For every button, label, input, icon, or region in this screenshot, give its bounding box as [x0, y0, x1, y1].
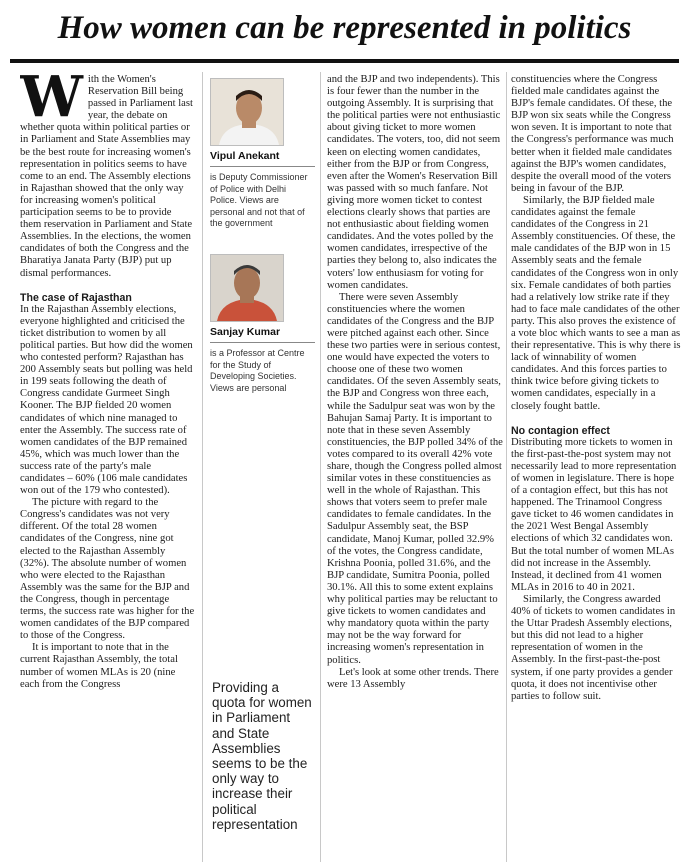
headline-rule: [10, 59, 679, 63]
author-bio: is Deputy Commissioner of Police with Delhi Police. Views are personal and not that of the government: [210, 172, 308, 229]
author-box-sanjay-kumar: [210, 254, 315, 394]
paragraph: In the Rajasthan Assembly elections, everyone highlighted and criticised the ticket distribution to women by all political parties. But how did the women who contested perform? Rajasthan has 200 Assembly seats but polling was held in 199 seats following the death of Congress candidate Gurmeet Singh Kooner. The BJP fielded 20 women candidates of which nine managed to enter the Assembly. The success rate of women candidates of the BJP remained 45%, which was much lower than the success rate of the party's male candidates – 60% (106 male candidates won out of the 179 who contested).: [20, 303, 193, 497]
paragraph: Let's look at some other trends. There were 13 Assembly: [327, 666, 499, 690]
headline: How women can be represented in politics: [57, 10, 632, 46]
article-column-4: [511, 74, 681, 862]
article-column-1: [20, 74, 195, 862]
author-name: Sanjay Kumar: [210, 326, 315, 343]
pull-quote: Providing a quota for women in Parliament and State Assemblies seems to be the only way to increase their political representation: [212, 680, 312, 832]
paragraph: There were seven Assembly constituencies where the women candidates of the Congress and the BJP were pitched against each other. Since these two parties were in serious contest, one would have expected the voters to choose one of these two women candidates. Of the seven Assembly seats, the BJP and Congress won three each, while the Sadulpur seat was won by the Bahujan Samaj Party. It is important to note that in these seven Assembly constituencies, the BJP polled 34% of the votes compared to its overall 42% vote share, though the Congress polled almost similar votes in these constituencies as well in the whole of Rajasthan. This shows that voters seem to prefer male candidates to female candidates. In the Sadulpur Assembly seat, the BSP candidate, Manoj Kumar, polled 32.9% of the votes, the Congress candidate, Krishna Poonia, polled 31.6%, and the BJP candidate, Sumitra Poonia, polled 30.1%. All this to some extent explains why political parties may be reluctant to give tickets to women candidates and why mandatory quota within the party may not be the way forward for increasing women's representation in politics.: [327, 291, 503, 666]
paragraph: and the BJP and two independents). This is four fewer than the number in the outgoing Assembly. It is surprising that the political parties were not enthusiastic about giving ticket to more women candidates. The voters, too, did not seem keen on electing women candidates, either from the BJP or from Congress, even after the Women's Reservation Bill was passed with so much fanfare. Not giving more women ticket to contest elections clearly shows that parties are not enthusiastic about fielding women candidates. And the votes polled by the women candidates, irrespective of the parties they belong to, also indicates the voters' low enthusiasm for voting for women candidates.: [327, 74, 501, 291]
section-heading-contagion: No contagion effect: [511, 424, 610, 437]
drop-cap: W: [20, 74, 83, 130]
author-photo: [210, 254, 284, 322]
author-photo: [210, 78, 284, 146]
paragraph: Distributing more tickets to women in the first-past-the-post system may not necessarily lead to more representation of women in legislature. There is hope of a contagion effect, but this has not happened. The Trinamool Congress gave ticket to 46 women candidates in the 2021 West Bengal Assembly elections of which 32 candidates won. But the total number of women MLAs did not increase in the Assembly. Instead, it declined from 41 women MLAs in 2016 to 40 in 2021.: [511, 436, 677, 593]
paragraph: The picture with regard to the Congress's candidates was not very different. Of the total 28 women candidates of the Congress, nine got elected to the Rajasthan Assembly (32%). The absolute number of women who were elected to the Rajasthan Assembly was the same for the BJP and the Congress, though in percentage terms, the success rate was higher for the women candidates of the BJP compared to those of the Congress.: [20, 497, 195, 642]
paragraph: Similarly, the BJP fielded male candidates against the female candidates of the Congress in 21 Assembly constituencies. Of these, the male candidates of the BJP won in 15 Assembly seats and the female candidates of the Congress won in only six. Female candidates of both parties had a relatively low strike rate if they had to face male candidates of the other party. This also proves the existence of a vote bloc which wants to see a man as their representative. This is why there is lack of winnability of women candidates. And this forces parties to think twice before giving tickets to women candidates, especially in a closely fought battle.: [511, 194, 681, 412]
intro-paragraph: With the Women's Reservation Bill being passed in Parliament last year, the debate on whether quota within political parties or in Parliament and State Assemblies may be the best route for increasing women's representation in politics seems to have come to an end. The Assembly elections in Rajasthan showed that the only way for increasing women's political participation seems to be to provide them reservation in Parliament and State Assemblies. In the elections, the women candidates of both the Congress and the Bharatiya Janata Party (BJP) put up dismal performances.: [20, 74, 193, 279]
article-column-3: [327, 74, 503, 862]
author-bio: is a Professor at Centre for the Study of Developing Societies. Views are personal: [210, 348, 305, 393]
paragraph: It is important to note that in the current Rajasthan Assembly, the total number of women MLAs is 20 (nine each from the Congress: [20, 642, 178, 690]
paragraph: Similarly, the Congress awarded 40% of tickets to women candidates in the Uttar Pradesh Assembly elections, but this did not lead to a higher representation of women in the Assembly. In the first-past-the-post system, if one party provides a gender quota, it does not incentivise other parties to follow suit.: [511, 593, 676, 702]
section-heading-rajasthan: The case of Rajasthan: [20, 291, 132, 304]
column-divider: [320, 72, 321, 862]
author-box-vipul-anekant: [210, 78, 315, 230]
author-name: Vipul Anekant: [210, 150, 315, 167]
column-divider: [202, 72, 203, 862]
column-divider: [506, 72, 507, 862]
paragraph: constituencies where the Congress fielded male candidates against the BJP's female candidates. Of these, the BJP won six seats while the Congress won seven. It is important to note that the Congress's performance was much better when it fielded male candidates against the BJP's women candidates, despite the overall mood of the voters being in favour of the BJP.: [511, 74, 674, 194]
